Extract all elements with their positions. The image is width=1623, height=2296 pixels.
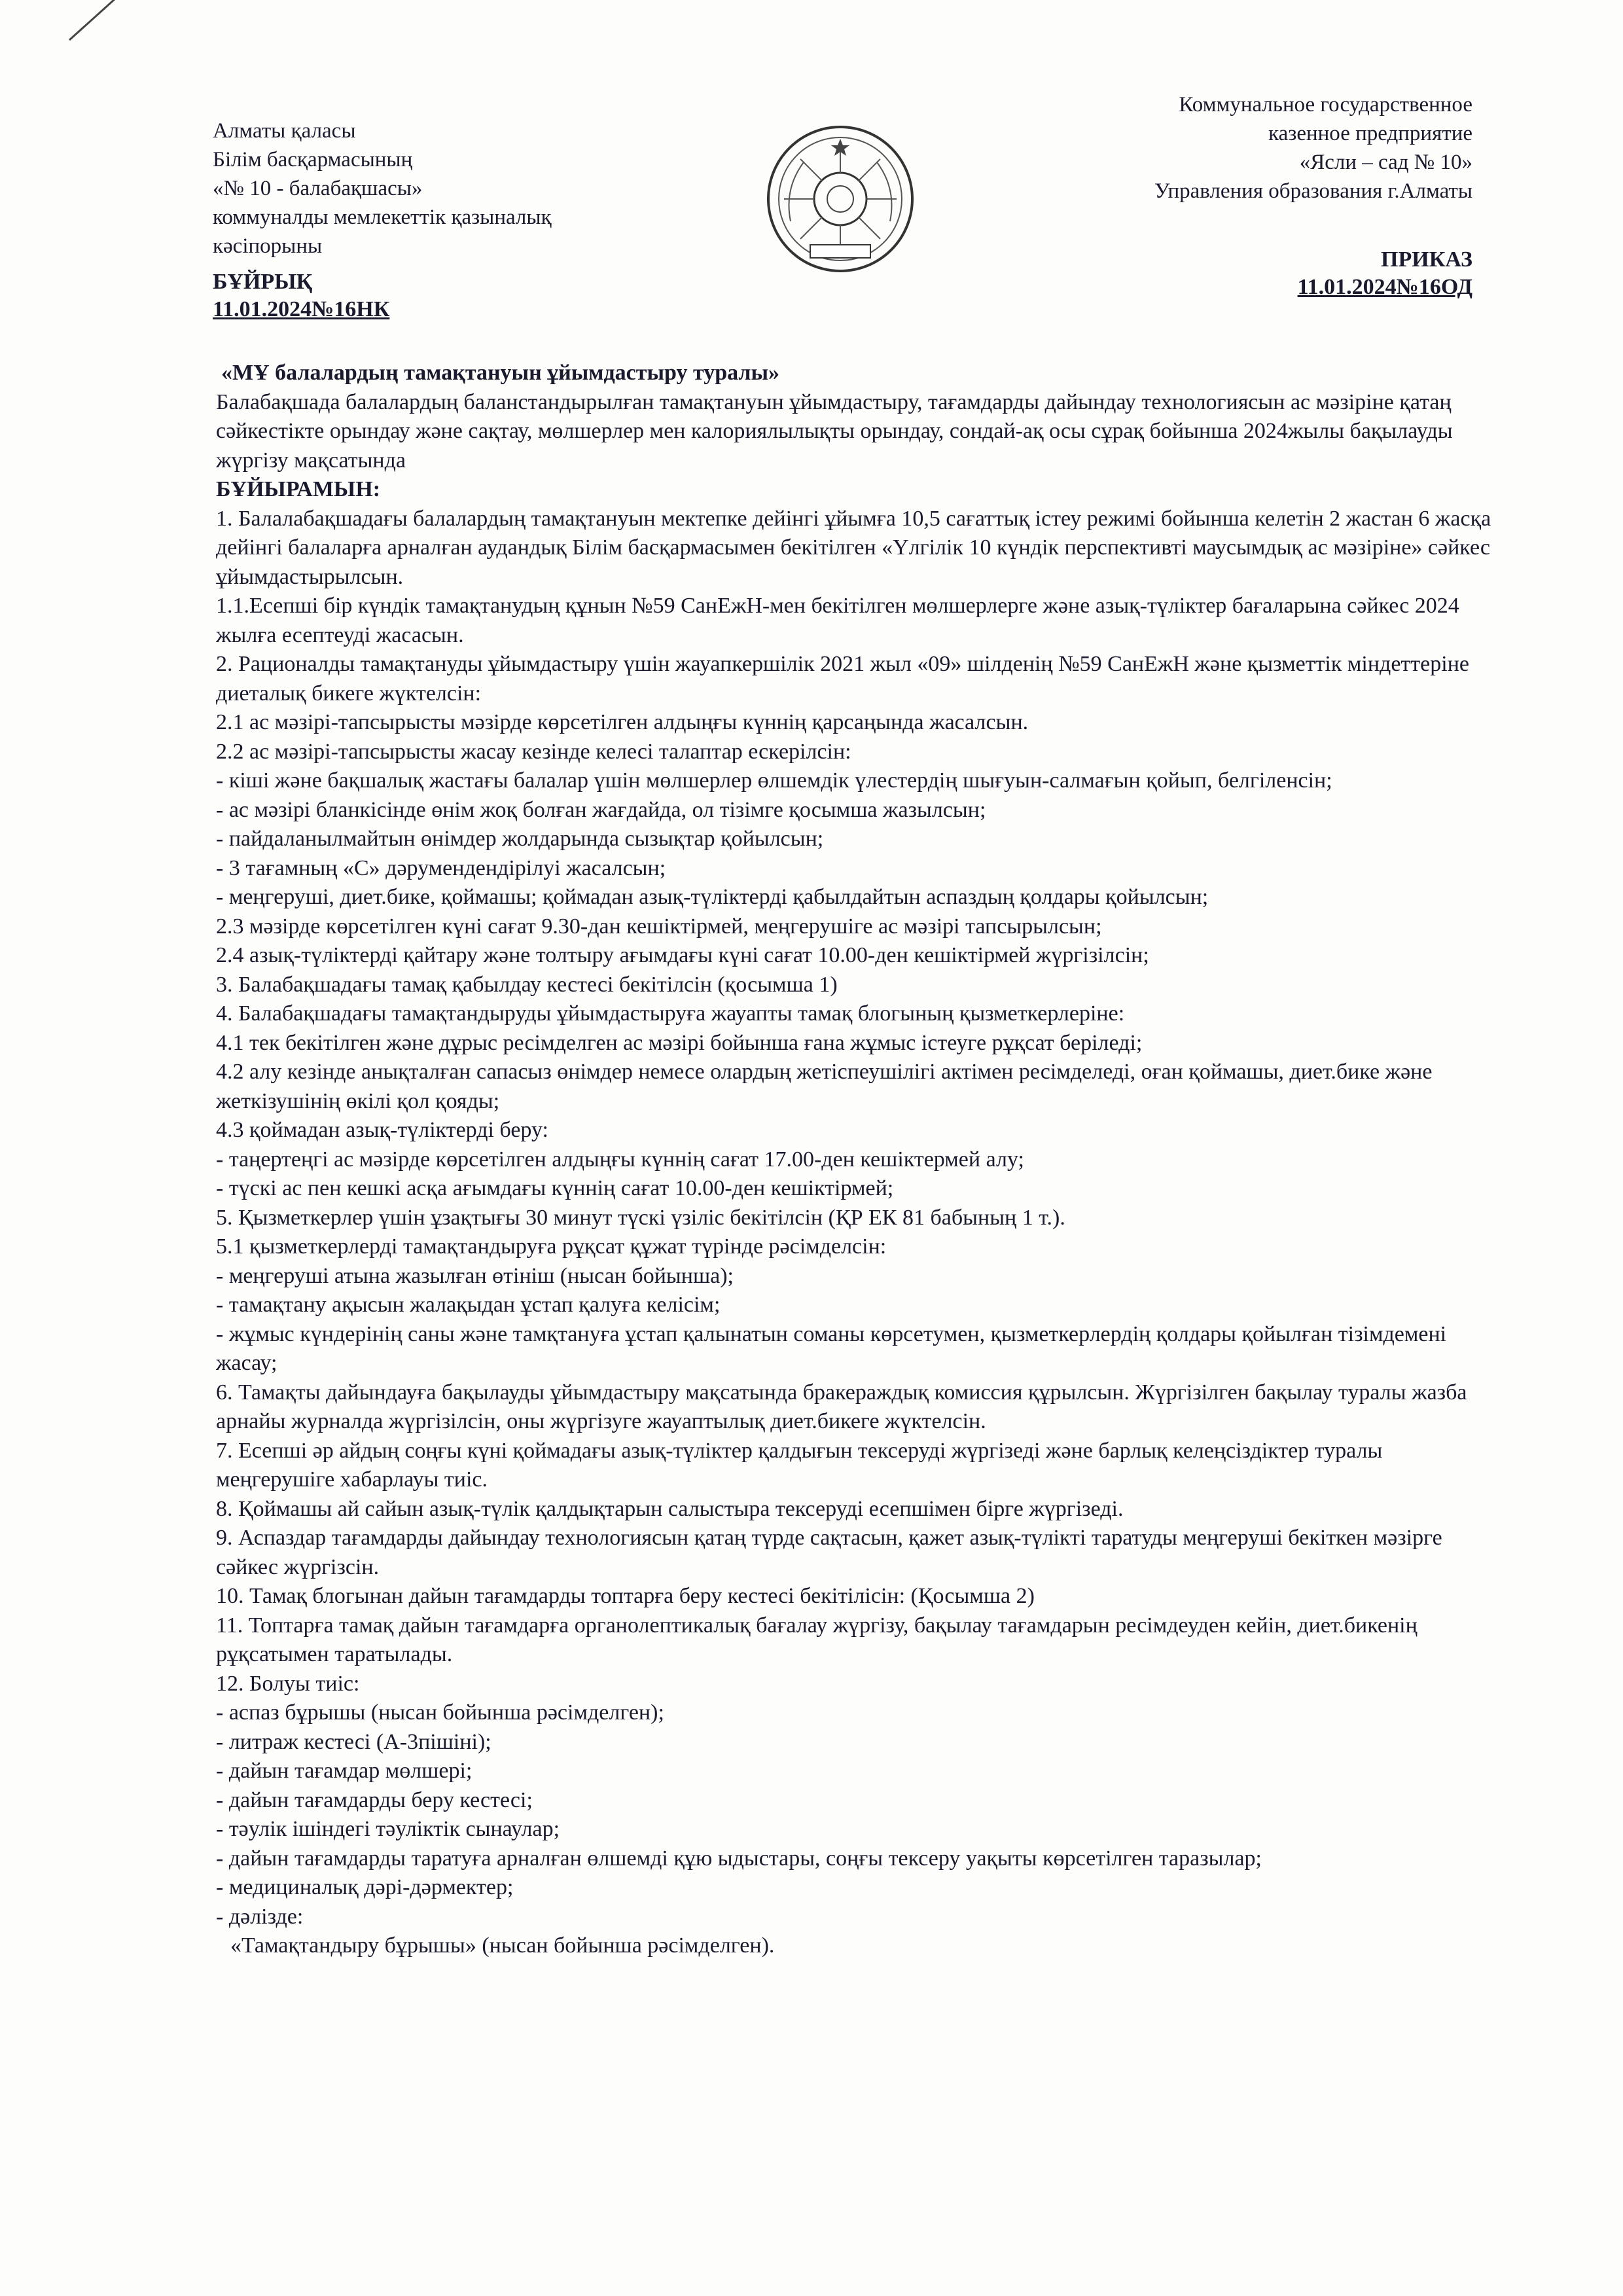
order-word: БҰЙЫРАМЫН: — [216, 477, 381, 501]
scan-mark — [69, 0, 128, 41]
order-item: 5. Қызметкерлер үшін ұзақтығы 30 минут түскі үзіліс бекітілсін (ҚР ЕК 81 бабының 1 т.). — [216, 1205, 1065, 1230]
order-item: - ас мәзірі бланкісінде өнім жоқ болған жағдайда, ол тізімге қосымша жазылсын; — [216, 797, 986, 822]
doc-number: 11.01.2024№16НК — [213, 297, 390, 321]
document-body — [216, 359, 1499, 1961]
order-item: «Тамақтандыру бұрышы» (нысан бойынша рәсімделген). — [230, 1933, 775, 1958]
order-item: 11. Топтарға тамақ дайын тағамдарға органолептикалық бағалау жүргізу, бақылау тағамдарын ресімдеуден кейін, диет.бикенің рұқсатымен таратылады. — [216, 1613, 1418, 1666]
order-item: 2.4 азық-түліктерді қайтару және толтыру ағымдағы күні сағат 10.00-ден кешіктірмей жүргізілсін; — [216, 943, 1149, 967]
order-item: - дәлізде: — [216, 1904, 304, 1929]
order-item: 4. Балабақшадағы тамақтандыруды ұйымдастыруға жауапты тамақ блогының қызметкерлеріне: — [216, 1001, 1125, 1026]
order-item: 2.3 мәзірде көрсетілген күні сағат 9.30-дан кешіктірмей, меңгерушіге ас мәзірі тапсырылсын; — [216, 914, 1102, 939]
order-item: 7. Есепші әр айдың соңғы күні қоймадағы азық-түліктер қалдығын тексеруді жүргізеді және барлық келеңсіздіктер туралы меңгерушіге хабарлауы тиіс. — [216, 1438, 1383, 1492]
order-item: 1. Балалабақшадағы балалардың тамақтануын мектепке дейінгі ұйымға 10,5 сағаттық істеу режимі бойынша келетін 2 жастан 6 жасқа дейінгі балаларға арналған аудандық Білім басқармасымен бекітілген «Үлгілік 10 күндік перспективті маусымдық ас мәзіріне» сәйкес ұйымдастырылсын. — [216, 506, 1491, 589]
preamble: Балабақшада балалардың баланстандырылған тамақтануын ұйымдастыру, тағамдарды дайындау технологиясын ас мәзіріне қатаң сәйкестікте орындау және сақтау, мөлшерлер мен калориялылықты орындау, сондай-ақ осы сұрақ бойынша 2024жылы бақылауды жүргізу мақсатында — [216, 389, 1453, 473]
order-item: - дайын тағамдарды таратуға арналған өлшемді құю ыдыстары, соңғы тексеру уақыты көрсетілген таразылар; — [216, 1846, 1262, 1871]
header-right — [1154, 90, 1472, 206]
order-item: - таңертеңгі ас мәзірде көрсетілген алдыңғы күннің сағат 17.00-ден кешіктермей алу; — [216, 1147, 1024, 1172]
header-left-line: коммуналды мемлекеттік қазыналық — [213, 206, 552, 229]
state-emblem-icon — [764, 123, 916, 275]
document-type-ru — [1298, 246, 1472, 301]
order-item: 4.3 қоймадан азық-түліктерді беру: — [216, 1118, 548, 1142]
order-item: - 3 тағамның «С» дәрумендендірілуі жасалсын; — [216, 855, 666, 880]
order-item: 2. Рационалды тамақтануды ұйымдастыру үшін жауапкершілік 2021 жыл «09» шілденің №59 СанЕжН және қызметтік міндеттеріне диеталық бикеге жүктелсін: — [216, 652, 1469, 706]
order-item: 6. Тамақты дайындауға бақылауды ұйымдастыру мақсатында бракераждық комиссия құрылсын. Жүргізілген бақылау туралы жазба арнайы журналда жүргізілсін, оны жүргізуге жауаптылық диет.бикеге жүктелсін. — [216, 1380, 1467, 1433]
order-item: 2.1 ас мәзірі-тапсырысты мәзірде көрсетілген алдыңғы күннің қарсаңында жасалсын. — [216, 710, 1029, 734]
header-left-line: кәсіпорыны — [213, 234, 323, 258]
order-item: - дайын тағамдарды беру кестесі; — [216, 1787, 533, 1812]
order-item: - медициналық дәрі-дәрмектер; — [216, 1875, 514, 1899]
order-item: 10. Тамақ блогынан дайын тағамдарды топтарға беру кестесі бекітілісін: (Қосымша 2) — [216, 1584, 1035, 1608]
order-item: - меңгеруші атына жазылған өтініш (нысан бойынша); — [216, 1263, 734, 1288]
order-item: 1.1.Есепші бір күндік тамақтанудың құнын №59 СанЕжН-мен бекітілген мөлшерлерге және азық-түліктер бағаларына сәйкес 2024 жылға есептеуді жасасын. — [216, 594, 1459, 647]
document-type-kz — [213, 268, 389, 323]
header-left-line: «№ 10 - балабақшасы» — [213, 177, 423, 200]
order-item: - литраж кестесі (А-3пішіні); — [216, 1729, 491, 1754]
doc-type-label: ПРИКАЗ — [1381, 247, 1472, 272]
order-item: - түскі ас пен кешкі асқа ағымдағы күннің сағат 10.00-ден кешіктірмей; — [216, 1176, 894, 1200]
order-item: - пайдаланылмайтын өнімдер жолдарында сызықтар қойылсын; — [216, 827, 824, 851]
order-item: - кіші және бақшалық жастағы балалар үшін мөлшерлер өлшемдік үлестердің шығуын-салмағын қойып, белгіленсін; — [216, 768, 1332, 793]
order-item: - меңгеруші, диет.бике, қоймашы; қоймадан азық-түліктерді қабылдайтын аспаздың қолдары қойылсын; — [216, 885, 1209, 909]
order-item: 4.1 тек бекітілген және дұрыс ресімделген ас мәзірі бойынша ғана жұмыс істеуге рұқсат беріледі; — [216, 1030, 1143, 1055]
order-item: - жұмыс күндерінің саны және тамқтануға ұстап қалынатын соманы көрсетумен, қызметкерлердің қолдары қойылған тізімдемені жасау; — [216, 1321, 1447, 1375]
order-item: 3. Балабақшадағы тамақ қабылдау кестесі бекітілсін (қосымша 1) — [216, 972, 838, 997]
order-items — [216, 505, 1499, 1961]
header-right-line: «Ясли – сад № 10» — [1299, 151, 1472, 174]
order-item: 5.1 қызметкерлерді тамақтандыруға рұқсат құжат түрінде рәсімделсін: — [216, 1234, 887, 1259]
order-item: - аспаз бұрышы (нысан бойынша рәсімделген); — [216, 1700, 664, 1725]
header-right-line: Управления образования г.Алматы — [1154, 179, 1472, 203]
header-right-line: казенное предприятие — [1268, 122, 1472, 145]
header-left — [213, 117, 552, 260]
order-item: 8. Қоймашы ай сайын азық-түлік қалдықтарын салыстыра тексеруді есепшімен бірге жүргізеді. — [216, 1496, 1124, 1521]
doc-type-label: БҰЙРЫҚ — [213, 270, 313, 294]
order-item: - дайын тағамдар мөлшері; — [216, 1759, 473, 1783]
order-item: 12. Болуы тиіс: — [216, 1671, 360, 1696]
order-item: - тамақтану ақысын жалақыдан ұстап қалуға келісім; — [216, 1293, 721, 1317]
order-item: 2.2 ас мәзірі-тапсырысты жасау кезінде келесі талаптар ескерілсін: — [216, 739, 851, 764]
order-item: 4.2 алу кезінде анықталған сапасыз өнімдер немесе олардың жетіспеушілігі актімен ресімделеді, оған қоймашы, диет.бике және жеткізушінің өкілі қол қояды; — [216, 1060, 1433, 1113]
header-left-line: Алматы қаласы — [213, 119, 356, 143]
order-item: - тәулік ішіндегі тәуліктік сынаулар; — [216, 1817, 560, 1841]
header-left-line: Білім басқармасының — [213, 148, 413, 171]
document-title: «МҰ балалардың тамақтануын ұйымдастыру туралы» — [221, 361, 780, 385]
order-item: 9. Аспаздар тағамдарды дайындау технологиясын қатаң түрде сақтасын, қажет азық-түлікті таратуды меңгеруші бекіткен мәзірге сәйкес жүргізсін. — [216, 1526, 1442, 1579]
doc-number: 11.01.2024№16ОД — [1297, 275, 1472, 299]
header-right-line: Коммунальное государственное — [1179, 93, 1472, 117]
